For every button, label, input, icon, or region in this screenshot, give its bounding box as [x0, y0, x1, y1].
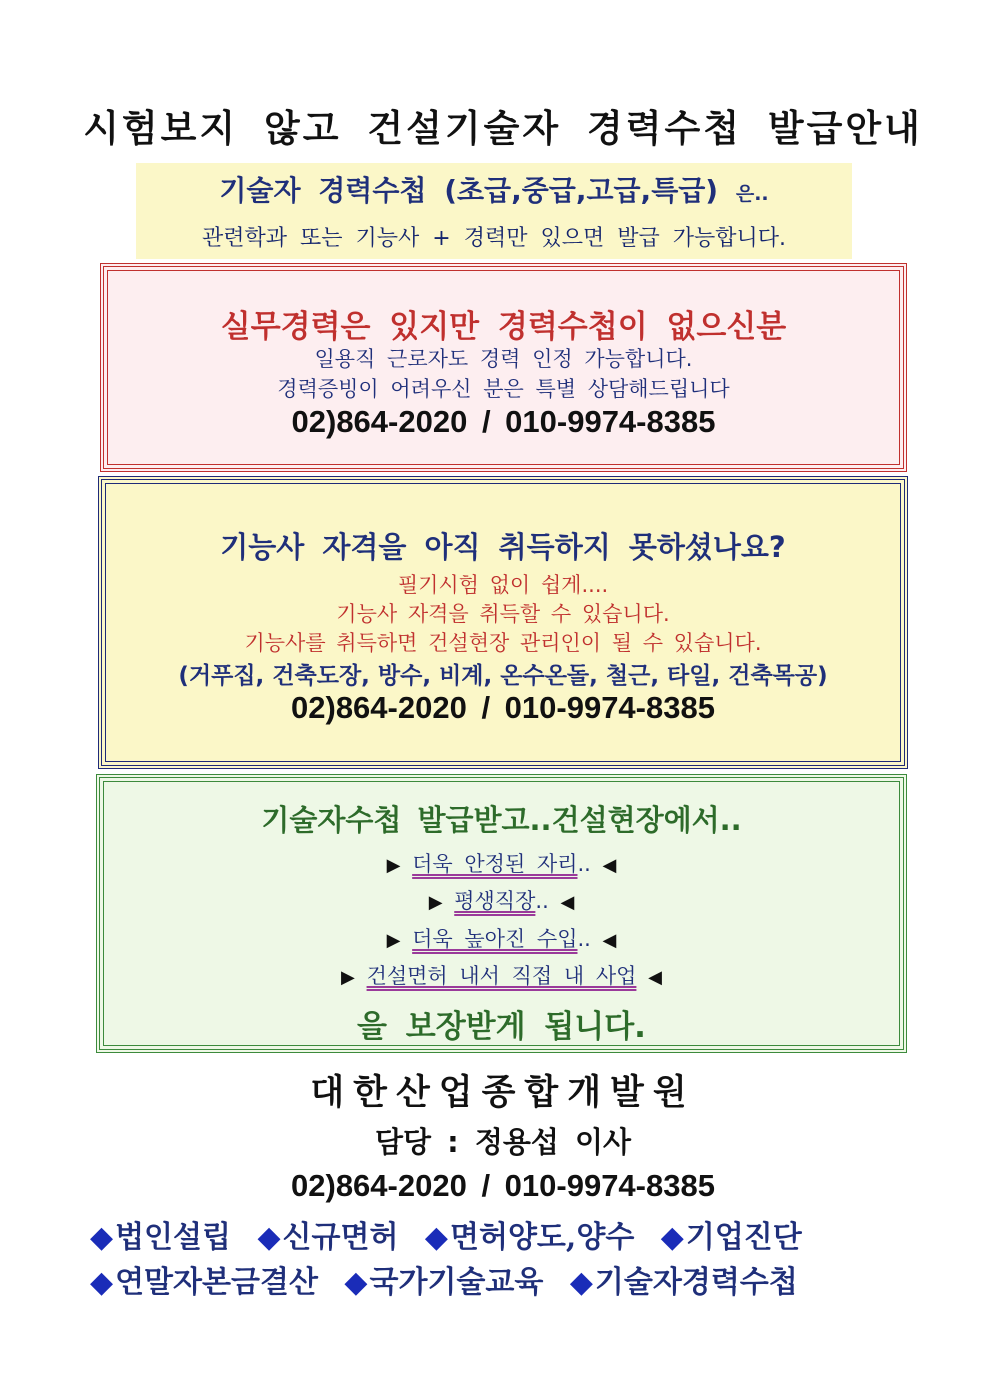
right-arrow-icon: ▶ — [386, 855, 401, 876]
footer-phone: 02)864-2020 / 010-9974-8385 — [291, 1168, 715, 1203]
diamond-bullet-icon: ◆ — [344, 1265, 368, 1300]
benefit-item-text: 더욱 안정된 자리 — [412, 852, 578, 876]
service-item — [344, 1257, 543, 1301]
intro-line-1-main: 기술자 경력수첩 (초급,중급,고급,특급) — [219, 174, 719, 207]
benefit-item-text: 건설면허 내서 직접 내 사업 — [366, 964, 637, 988]
experience-heading: 실무경력은 있지만 경력수첩이 없으신분 — [220, 309, 787, 345]
benefit-item — [100, 923, 903, 953]
service-item — [257, 1212, 398, 1256]
experience-text-1: 일용직 근로자도 경력 인정 가능합니다. — [314, 347, 693, 371]
service-item — [661, 1212, 802, 1256]
left-arrow-icon: ◀ — [602, 855, 617, 876]
experience-text-2: 경력증빙이 어려우신 분은 특별 상담해드립니다 — [277, 377, 730, 401]
diamond-bullet-icon: ◆ — [257, 1220, 281, 1255]
service-item — [425, 1212, 634, 1256]
left-arrow-icon: ◀ — [560, 892, 575, 913]
craftsman-text-2: 기능사 자격을 취득할 수 있습니다. — [336, 602, 670, 626]
service-label: 신규면허 — [282, 1220, 399, 1255]
right-arrow-icon: ▶ — [341, 967, 355, 988]
craftsman-box — [98, 476, 908, 769]
benefit-item-text: 평생직장 — [454, 889, 536, 913]
diamond-bullet-icon: ◆ — [424, 1220, 448, 1255]
service-label: 법인설립 — [115, 1220, 231, 1255]
benefit-item-text: 더욱 높아진 수입 — [412, 927, 578, 951]
craftsman-phone: 02)864-2020 / 010-9974-8385 — [291, 690, 715, 725]
benefits-box — [96, 774, 907, 1053]
benefit-item — [100, 885, 903, 915]
services-row-2 — [90, 1257, 910, 1301]
service-label: 면허양도,양수 — [449, 1220, 635, 1255]
benefits-heading: 기술자수첩 발급받고..건설현장에서.. — [261, 803, 742, 837]
right-arrow-icon: ▶ — [428, 892, 443, 913]
service-label: 연말자본금결산 — [115, 1265, 318, 1300]
left-arrow-icon: ◀ — [648, 967, 662, 988]
page-title: 시험보지 않고 건설기술자 경력수첩 발급안내 — [83, 107, 923, 150]
service-item — [90, 1257, 318, 1301]
benefit-item — [100, 960, 903, 990]
diamond-bullet-icon: ◆ — [660, 1220, 684, 1255]
benefits-footer: 을 보장받게 됩니다. — [357, 1009, 646, 1045]
experience-box — [100, 263, 907, 472]
service-item — [570, 1257, 798, 1301]
craftsman-trades: (거푸집, 건축도장, 방수, 비계, 온수온돌, 철근, 타일, 건축목공) — [178, 663, 828, 689]
benefit-item-suffix: .. — [577, 852, 591, 876]
service-item — [90, 1212, 231, 1256]
craftsman-heading: 기능사 자격을 아직 취득하지 못하셨나요? — [220, 530, 786, 564]
left-arrow-icon: ◀ — [602, 930, 617, 951]
service-label: 기업진단 — [685, 1220, 802, 1255]
intro-line-1 — [136, 169, 852, 209]
benefit-item — [100, 848, 903, 878]
intro-banner — [136, 163, 852, 259]
intro-line-1-tail: 은.. — [735, 183, 769, 205]
manager-info: 담당 : 정용섭 이사 — [375, 1125, 631, 1159]
benefit-item-suffix: .. — [535, 889, 549, 913]
company-name: 대한산업종합개발원 — [310, 1073, 696, 1113]
craftsman-text-1: 필기시험 없이 쉽게.... — [397, 573, 609, 597]
service-label: 국가기술교육 — [369, 1265, 544, 1300]
diamond-bullet-icon: ◆ — [90, 1265, 114, 1300]
craftsman-text-3: 기능사를 취득하면 건설현장 관리인이 될 수 있습니다. — [244, 631, 762, 655]
diamond-bullet-icon: ◆ — [569, 1265, 593, 1300]
service-label: 기술자경력수첩 — [594, 1265, 798, 1300]
benefit-item-suffix: .. — [577, 927, 591, 951]
intro-line-2: 관련학과 또는 기능사 + 경력만 있으면 발급 가능합니다. — [202, 226, 786, 251]
right-arrow-icon: ▶ — [386, 930, 401, 951]
experience-phone: 02)864-2020 / 010-9974-8385 — [291, 404, 716, 439]
services-row-1 — [90, 1212, 910, 1256]
diamond-bullet-icon: ◆ — [90, 1220, 114, 1255]
